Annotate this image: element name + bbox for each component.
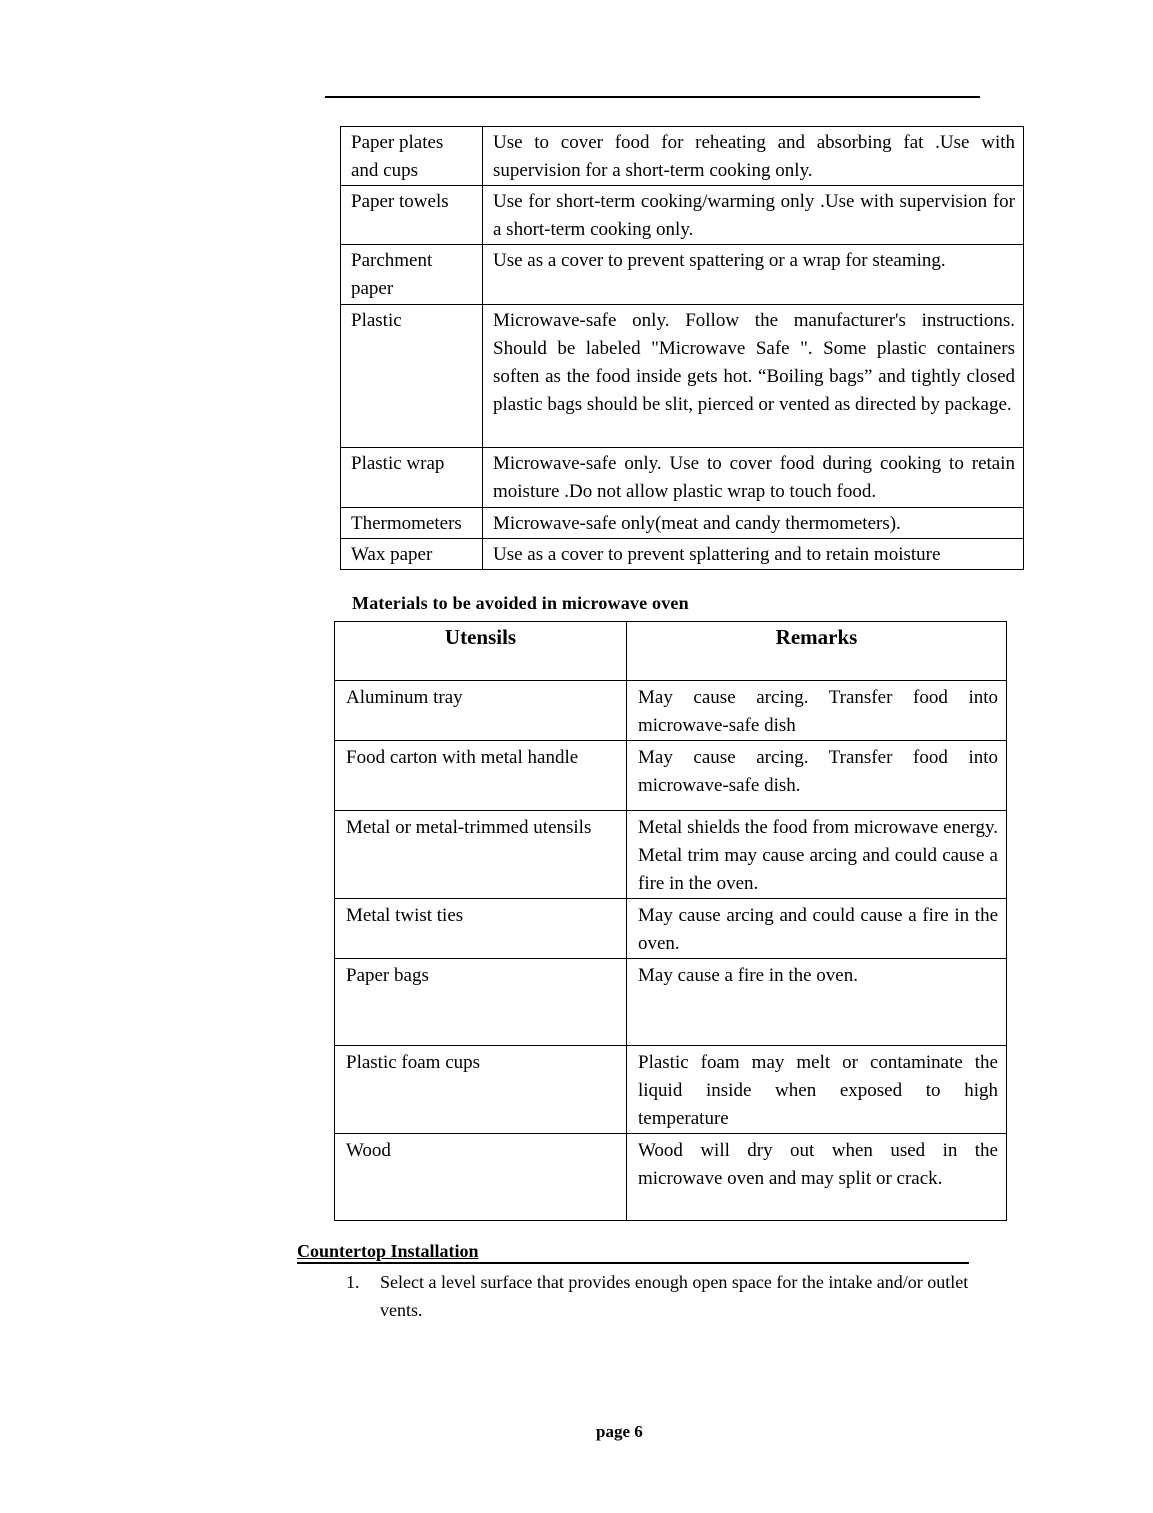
item-cell: Food carton with metal handle	[335, 741, 627, 811]
remark-cell: Plastic foam may melt or contaminate the liquid inside when exposed to high temperature	[627, 1046, 1007, 1134]
item-cell: Paper towels	[341, 186, 483, 245]
table-row	[341, 305, 1024, 448]
table-row	[335, 681, 1007, 741]
item-cell: Plastic wrap	[341, 448, 483, 508]
remark-cell: Use to cover food for reheating and absorbing fat .Use with supervision for a short-term cooking only.	[483, 127, 1024, 186]
remark-cell: May cause arcing and could cause a fire in the oven.	[627, 899, 1007, 959]
remark-cell: Microwave-safe only. Use to cover food during cooking to retain moisture .Do not allow plastic wrap to touch food.	[483, 448, 1024, 508]
top-rule	[325, 96, 980, 98]
remark-cell: Use for short-term cooking/warming only .Use with supervision for a short-term cooking only.	[483, 186, 1024, 245]
remark-cell: Microwave-safe only. Follow the manufacturer's instructions. Should be labeled "Microwave Safe ". Some plastic containers soften as the food inside gets hot. “Boiling bags” and tightly closed plastic bags should be slit, pierced or vented as directed by package.	[483, 305, 1024, 448]
item-cell: Thermometers	[341, 508, 483, 539]
item-cell: Metal or metal-trimmed utensils	[335, 811, 627, 899]
table-row	[341, 245, 1024, 305]
countertop-heading-text: Countertop Installation	[297, 1241, 479, 1261]
table-row	[341, 508, 1024, 539]
table-row	[335, 1046, 1007, 1134]
remark-cell: Wood will dry out when used in the microwave oven and may split or crack.	[627, 1134, 1007, 1221]
table-row	[335, 741, 1007, 811]
remark-cell: Microwave-safe only(meat and candy thermometers).	[483, 508, 1024, 539]
table-row	[341, 448, 1024, 508]
remark-cell: May cause arcing. Transfer food into microwave-safe dish	[627, 681, 1007, 741]
section-heading: Materials to be avoided in microwave oven	[352, 593, 689, 613]
remark-cell: Metal shields the food from microwave energy. Metal trim may cause arcing and could cause a fire in the oven.	[627, 811, 1007, 899]
item-cell: Wax paper	[341, 539, 483, 570]
table-row	[341, 127, 1024, 186]
remark-cell: Use as a cover to prevent spattering or a wrap for steaming.	[483, 245, 1024, 305]
item-cell: Plastic	[341, 305, 483, 448]
table-row	[341, 539, 1024, 570]
step-text: Select a level surface that provides enough open space for the intake and/or outlet vents.	[380, 1272, 969, 1320]
step-number: 1.	[346, 1272, 360, 1292]
avoided-materials-table	[334, 621, 1007, 1221]
remark-cell: May cause a fire in the oven.	[627, 959, 1007, 1046]
table-row	[335, 899, 1007, 959]
safe-materials-table	[340, 126, 1024, 570]
remark-cell: May cause arcing. Transfer food into microwave-safe dish.	[627, 741, 1007, 811]
column-header-utensils: Utensils	[335, 622, 627, 681]
item-cell: Paper bags	[335, 959, 627, 1046]
table-header-row	[335, 622, 1007, 681]
item-cell: Aluminum tray	[335, 681, 627, 741]
countertop-heading	[297, 1241, 969, 1264]
page-number: page 6	[596, 1422, 643, 1441]
table-row	[335, 1134, 1007, 1221]
table-row	[335, 811, 1007, 899]
item-cell: Plastic foam cups	[335, 1046, 627, 1134]
remark-cell: Use as a cover to prevent splattering and to retain moisture	[483, 539, 1024, 570]
table-row	[341, 186, 1024, 245]
item-cell: Wood	[335, 1134, 627, 1221]
item-cell: Paper plates and cups	[341, 127, 483, 186]
item-cell: Parchment paper	[341, 245, 483, 305]
column-header-remarks: Remarks	[627, 622, 1007, 681]
item-cell: Metal twist ties	[335, 899, 627, 959]
table-row	[335, 959, 1007, 1046]
